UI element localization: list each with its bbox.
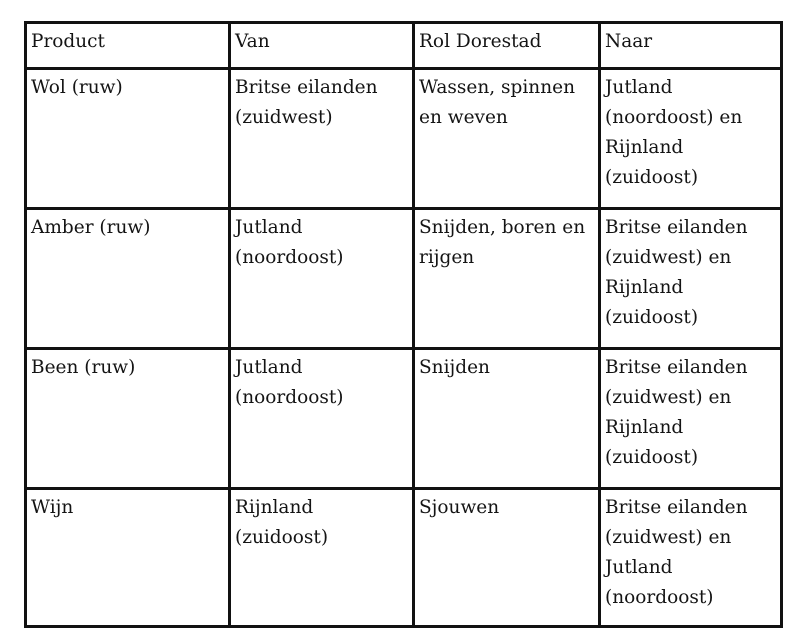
table-row [26, 69, 782, 209]
cell-rol [414, 209, 600, 349]
cell-rol-text: Sjouwen [419, 497, 500, 518]
cell-naar [600, 489, 782, 627]
header-product-label: Product [31, 31, 105, 52]
header-naar [600, 23, 782, 69]
cell-rol-text: Snijden, boren en rijgen [419, 217, 586, 268]
table-row [26, 209, 782, 349]
cell-van [230, 69, 414, 209]
cell-van-text: Jutland (noordoost) [235, 217, 344, 268]
cell-product-text: Been (ruw) [31, 357, 136, 378]
table-row [26, 349, 782, 489]
cell-van [230, 209, 414, 349]
table-header-row [26, 23, 782, 69]
cell-product [26, 489, 230, 627]
cell-product-text: Wijn [31, 497, 74, 518]
cell-naar [600, 209, 782, 349]
cell-van-text: Britse eilanden (zuidwest) [235, 77, 378, 128]
cell-van-text: Rijnland (zuidoost) [235, 497, 329, 548]
header-van [230, 23, 414, 69]
cell-naar-text: Britse eilanden (zuidwest) en Jutland (noordoost) [605, 497, 748, 608]
cell-naar [600, 349, 782, 489]
cell-rol-text: Wassen, spinnen en weven [419, 77, 575, 128]
cell-rol [414, 349, 600, 489]
cell-van-text: Jutland (noordoost) [235, 357, 344, 408]
cell-naar-text: Britse eilanden (zuidwest) en Rijnland (zuidoost) [605, 357, 748, 468]
header-van-label: Van [235, 31, 270, 52]
cell-naar [600, 69, 782, 209]
cell-naar-text: Britse eilanden (zuidwest) en Rijnland (zuidoost) [605, 217, 748, 328]
cell-product [26, 69, 230, 209]
trade-table [24, 21, 783, 628]
header-rol-label: Rol Dorestad [419, 31, 542, 52]
cell-van [230, 349, 414, 489]
cell-rol [414, 69, 600, 209]
cell-product-text: Amber (ruw) [31, 217, 151, 238]
cell-rol [414, 489, 600, 627]
header-product [26, 23, 230, 69]
cell-product [26, 349, 230, 489]
header-rol-dorestad [414, 23, 600, 69]
cell-van [230, 489, 414, 627]
header-naar-label: Naar [605, 31, 653, 52]
cell-naar-text: Jutland (noordoost) en Rijnland (zuidoost) [605, 77, 743, 188]
cell-product [26, 209, 230, 349]
cell-rol-text: Snijden [419, 357, 490, 378]
cell-product-text: Wol (ruw) [31, 77, 123, 98]
table-row [26, 489, 782, 627]
